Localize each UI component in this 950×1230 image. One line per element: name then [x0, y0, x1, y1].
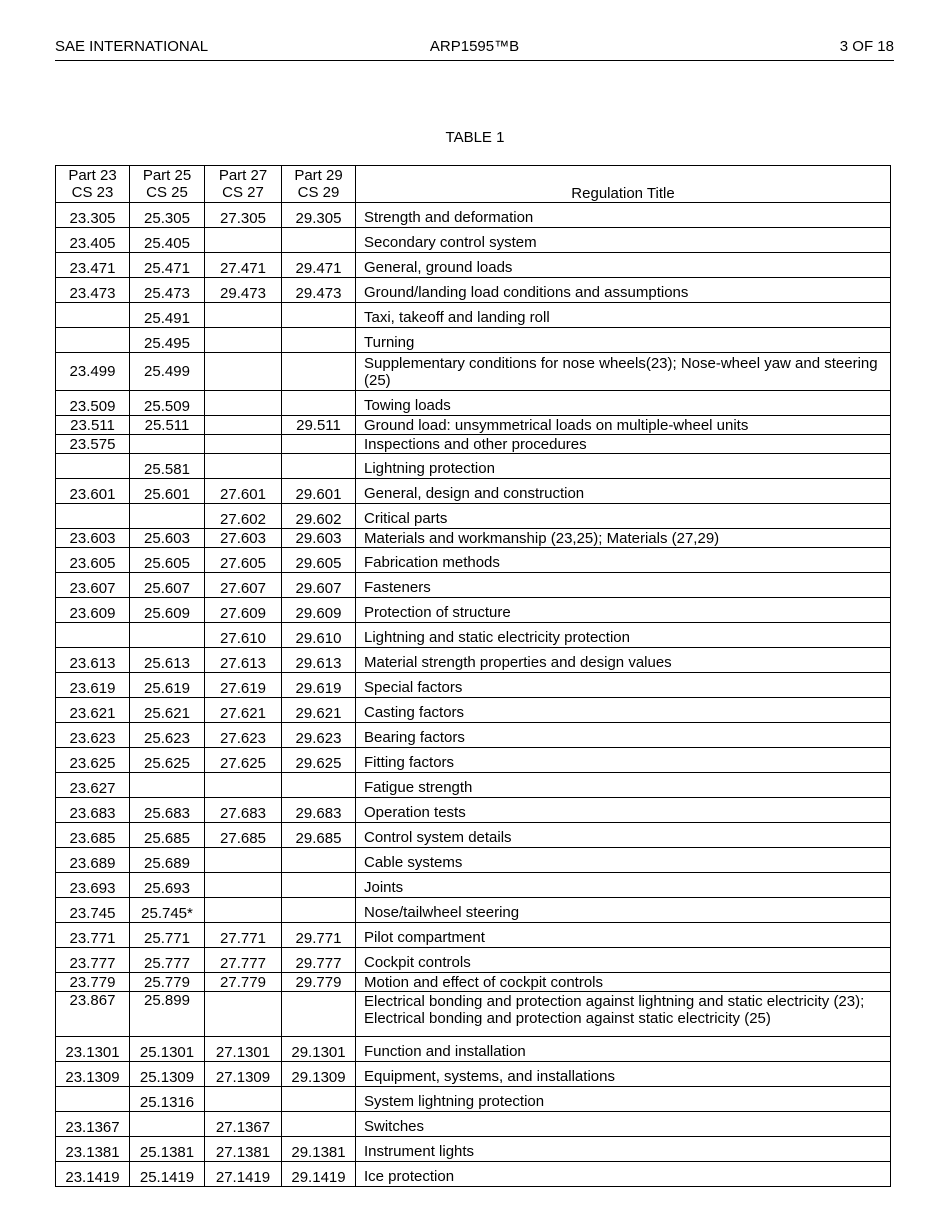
- cell-p23: 23.405: [56, 228, 130, 253]
- cell-p27: [205, 773, 282, 798]
- cell-regulation-title: Taxi, takeoff and landing roll: [356, 303, 891, 328]
- cell-p25: 25.1381: [130, 1137, 205, 1162]
- cell-p29: 29.607: [282, 573, 356, 598]
- cell-p27: 27.771: [205, 923, 282, 948]
- cell-p25: 25.1419: [130, 1162, 205, 1187]
- cell-p29: 29.605: [282, 548, 356, 573]
- cell-p27: 27.603: [205, 529, 282, 548]
- cell-p29: 29.771: [282, 923, 356, 948]
- cell-regulation-title: Ground/landing load conditions and assumptions: [356, 278, 891, 303]
- cell-p27: 27.305: [205, 203, 282, 228]
- cell-p25: 25.471: [130, 253, 205, 278]
- cell-regulation-title: Secondary control system: [356, 228, 891, 253]
- table-row: [56, 548, 891, 573]
- cell-p29: 29.623: [282, 723, 356, 748]
- cell-p25: 25.621: [130, 698, 205, 723]
- table-caption: TABLE 1: [445, 129, 505, 146]
- cell-p29: 29.1301: [282, 1037, 356, 1062]
- cell-p27: [205, 992, 282, 1037]
- cell-p25: 25.473: [130, 278, 205, 303]
- cell-p25: 25.511: [130, 416, 205, 435]
- table-row: [56, 898, 891, 923]
- table-row: [56, 303, 891, 328]
- cell-p29: 29.1381: [282, 1137, 356, 1162]
- cell-p27: 27.610: [205, 623, 282, 648]
- cell-p29: [282, 328, 356, 353]
- header-page-number: 3 OF 18: [839, 38, 894, 55]
- cell-regulation-title: Joints: [356, 873, 891, 898]
- table-row: [56, 648, 891, 673]
- cell-p23: 23.1301: [56, 1037, 130, 1062]
- cell-p27: 27.683: [205, 798, 282, 823]
- cell-p29: [282, 873, 356, 898]
- table-row: [56, 1137, 891, 1162]
- cell-p25: 25.605: [130, 548, 205, 573]
- cell-p27: 27.609: [205, 598, 282, 623]
- cell-p23: 23.745: [56, 898, 130, 923]
- table-row: [56, 1062, 891, 1087]
- cell-p25: 25.771: [130, 923, 205, 948]
- cell-p29: 29.601: [282, 479, 356, 504]
- table-row: [56, 823, 891, 848]
- cell-p27: 27.625: [205, 748, 282, 773]
- table-row: [56, 391, 891, 416]
- cell-regulation-title: Materials and workmanship (23,25); Materials (27,29): [356, 529, 891, 548]
- table-row: [56, 973, 891, 992]
- table-row: [56, 1162, 891, 1187]
- column-header-part27: Part 27 CS 27: [205, 166, 282, 203]
- cell-p29: [282, 435, 356, 454]
- table-row: [56, 698, 891, 723]
- cell-p27: 27.779: [205, 973, 282, 992]
- cell-p27: [205, 873, 282, 898]
- cell-p29: 29.685: [282, 823, 356, 848]
- table-row: [56, 435, 891, 454]
- cell-p29: [282, 303, 356, 328]
- cell-p25: [130, 773, 205, 798]
- cell-p29: [282, 773, 356, 798]
- cell-regulation-title: Material strength properties and design values: [356, 648, 891, 673]
- cell-p23: 23.627: [56, 773, 130, 798]
- cell-p27: [205, 416, 282, 435]
- cell-regulation-title: Towing loads: [356, 391, 891, 416]
- cell-p25: 25.603: [130, 529, 205, 548]
- cell-p23: 23.1381: [56, 1137, 130, 1162]
- cell-p27: 27.613: [205, 648, 282, 673]
- cell-p27: [205, 435, 282, 454]
- table-row: [56, 454, 891, 479]
- cell-p25: 25.685: [130, 823, 205, 848]
- cell-p29: 29.1419: [282, 1162, 356, 1187]
- cell-p29: 29.609: [282, 598, 356, 623]
- cell-regulation-title: Fasteners: [356, 573, 891, 598]
- cell-p23: 23.693: [56, 873, 130, 898]
- cell-regulation-title: Inspections and other procedures: [356, 435, 891, 454]
- column-header-part23: Part 23 CS 23: [56, 166, 130, 203]
- cell-p25: 25.1316: [130, 1087, 205, 1112]
- table-row: [56, 416, 891, 435]
- cell-p29: 29.603: [282, 529, 356, 548]
- table-row: [56, 873, 891, 898]
- cell-p27: 27.685: [205, 823, 282, 848]
- cell-p27: 27.1309: [205, 1062, 282, 1087]
- cell-p27: 27.607: [205, 573, 282, 598]
- table-row: [56, 1112, 891, 1137]
- table-row: [56, 573, 891, 598]
- cell-p29: [282, 454, 356, 479]
- cell-regulation-title: Function and installation: [356, 1037, 891, 1062]
- cell-p25: 25.779: [130, 973, 205, 992]
- cell-regulation-title: Lightning protection: [356, 454, 891, 479]
- cell-p23: 23.771: [56, 923, 130, 948]
- cell-p29: [282, 1087, 356, 1112]
- table-row: [56, 353, 891, 391]
- table-header-row: [56, 166, 891, 203]
- cell-p25: [130, 623, 205, 648]
- table-row: [56, 1037, 891, 1062]
- cell-p23: 23.601: [56, 479, 130, 504]
- cell-p27: [205, 848, 282, 873]
- cell-p23: 23.621: [56, 698, 130, 723]
- cell-p27: 27.1381: [205, 1137, 282, 1162]
- cell-p25: 25.689: [130, 848, 205, 873]
- cell-p27: 27.777: [205, 948, 282, 973]
- cell-p25: [130, 504, 205, 529]
- cell-p25: 25.405: [130, 228, 205, 253]
- table-row: [56, 748, 891, 773]
- cell-p27: [205, 454, 282, 479]
- cell-p23: [56, 504, 130, 529]
- cell-p23: 23.473: [56, 278, 130, 303]
- cell-regulation-title: Electrical bonding and protection against lightning and static electricity (23); Electrical bonding and protection against static electricity (25): [356, 992, 891, 1037]
- cell-p23: 23.623: [56, 723, 130, 748]
- cell-regulation-title: Critical parts: [356, 504, 891, 529]
- table-row: [56, 328, 891, 353]
- cell-regulation-title: Strength and deformation: [356, 203, 891, 228]
- cell-regulation-title: Cable systems: [356, 848, 891, 873]
- table-row: [56, 253, 891, 278]
- cell-regulation-title: Equipment, systems, and installations: [356, 1062, 891, 1087]
- table-row: [56, 529, 891, 548]
- table-row: [56, 923, 891, 948]
- cell-p25: 25.745*: [130, 898, 205, 923]
- cell-p23: [56, 454, 130, 479]
- cell-p23: 23.1309: [56, 1062, 130, 1087]
- cell-p29: 29.621: [282, 698, 356, 723]
- table-row: [56, 504, 891, 529]
- cell-p25: 25.499: [130, 353, 205, 391]
- table-row: [56, 948, 891, 973]
- cell-p29: 29.779: [282, 973, 356, 992]
- cell-p29: 29.305: [282, 203, 356, 228]
- cell-p23: [56, 623, 130, 648]
- cell-p27: 27.619: [205, 673, 282, 698]
- cell-p29: [282, 391, 356, 416]
- cell-regulation-title: Cockpit controls: [356, 948, 891, 973]
- cell-p29: 29.610: [282, 623, 356, 648]
- table-row: [56, 228, 891, 253]
- cell-p29: 29.511: [282, 416, 356, 435]
- cell-p23: 23.609: [56, 598, 130, 623]
- table-row: [56, 479, 891, 504]
- cell-p23: 23.625: [56, 748, 130, 773]
- cell-regulation-title: Motion and effect of cockpit controls: [356, 973, 891, 992]
- cell-p25: 25.777: [130, 948, 205, 973]
- cell-p23: 23.605: [56, 548, 130, 573]
- cell-p25: 25.619: [130, 673, 205, 698]
- cell-p25: 25.693: [130, 873, 205, 898]
- cell-regulation-title: Special factors: [356, 673, 891, 698]
- cell-p23: 23.689: [56, 848, 130, 873]
- cell-p27: 27.1301: [205, 1037, 282, 1062]
- cell-p23: [56, 1087, 130, 1112]
- cell-p29: 29.613: [282, 648, 356, 673]
- table-row: [56, 773, 891, 798]
- cell-p23: 23.607: [56, 573, 130, 598]
- cell-p27: [205, 898, 282, 923]
- header-organization: SAE INTERNATIONAL: [55, 38, 209, 55]
- cell-p29: [282, 1112, 356, 1137]
- cell-p27: [205, 303, 282, 328]
- cell-regulation-title: Lightning and static electricity protection: [356, 623, 891, 648]
- table-row: [56, 848, 891, 873]
- cell-p29: 29.683: [282, 798, 356, 823]
- table-row: [56, 623, 891, 648]
- cell-p25: 25.495: [130, 328, 205, 353]
- cell-p25: 25.613: [130, 648, 205, 673]
- cell-p29: [282, 228, 356, 253]
- table-row: [56, 598, 891, 623]
- cell-regulation-title: Fatigue strength: [356, 773, 891, 798]
- cell-p23: 23.1367: [56, 1112, 130, 1137]
- cell-p23: 23.471: [56, 253, 130, 278]
- cell-regulation-title: Nose/tailwheel steering: [356, 898, 891, 923]
- cell-p23: 23.305: [56, 203, 130, 228]
- cell-p29: 29.777: [282, 948, 356, 973]
- cell-regulation-title: Fabrication methods: [356, 548, 891, 573]
- cell-p23: 23.509: [56, 391, 130, 416]
- cell-p23: 23.685: [56, 823, 130, 848]
- cell-p27: 27.605: [205, 548, 282, 573]
- cell-p27: 27.602: [205, 504, 282, 529]
- cell-p23: 23.499: [56, 353, 130, 391]
- table-row: [56, 992, 891, 1037]
- cell-p29: 29.619: [282, 673, 356, 698]
- cell-p25: 25.683: [130, 798, 205, 823]
- cell-p25: 25.581: [130, 454, 205, 479]
- cell-regulation-title: Ground load: unsymmetrical loads on multiple-wheel units: [356, 416, 891, 435]
- cell-regulation-title: Pilot compartment: [356, 923, 891, 948]
- cell-p27: [205, 391, 282, 416]
- column-header-part25: Part 25 CS 25: [130, 166, 205, 203]
- cell-p25: 25.609: [130, 598, 205, 623]
- cell-p27: 29.473: [205, 278, 282, 303]
- cell-regulation-title: Supplementary conditions for nose wheels(23); Nose-wheel yaw and steering (25): [356, 353, 891, 391]
- table-row: [56, 1087, 891, 1112]
- cell-regulation-title: System lightning protection: [356, 1087, 891, 1112]
- cell-p25: 25.509: [130, 391, 205, 416]
- cell-p29: 29.473: [282, 278, 356, 303]
- table-row: [56, 673, 891, 698]
- cell-p25: 25.623: [130, 723, 205, 748]
- cell-p25: 25.1301: [130, 1037, 205, 1062]
- cell-p25: 25.305: [130, 203, 205, 228]
- cell-p25: 25.1309: [130, 1062, 205, 1087]
- page-header: [55, 38, 894, 61]
- cell-p27: 27.1419: [205, 1162, 282, 1187]
- cell-p29: 29.602: [282, 504, 356, 529]
- cell-p29: [282, 848, 356, 873]
- cell-p23: 23.1419: [56, 1162, 130, 1187]
- cell-p23: [56, 303, 130, 328]
- cell-p29: 29.471: [282, 253, 356, 278]
- cell-p25: 25.625: [130, 748, 205, 773]
- header-document-id: ARP1595™B: [429, 38, 520, 55]
- cell-p29: [282, 992, 356, 1037]
- cell-regulation-title: Bearing factors: [356, 723, 891, 748]
- table-body: [56, 203, 891, 1187]
- cell-p27: [205, 228, 282, 253]
- cell-p29: [282, 353, 356, 391]
- cell-p27: [205, 353, 282, 391]
- cell-regulation-title: Operation tests: [356, 798, 891, 823]
- cell-p27: [205, 1087, 282, 1112]
- cell-p25: 25.607: [130, 573, 205, 598]
- table-row: [56, 723, 891, 748]
- cell-p27: [205, 328, 282, 353]
- cell-p23: 23.613: [56, 648, 130, 673]
- cell-p23: 23.779: [56, 973, 130, 992]
- cell-p23: 23.511: [56, 416, 130, 435]
- cell-p23: 23.683: [56, 798, 130, 823]
- cell-p29: [282, 898, 356, 923]
- regulation-table: [55, 165, 891, 1187]
- cell-p29: 29.1309: [282, 1062, 356, 1087]
- cell-regulation-title: General, design and construction: [356, 479, 891, 504]
- cell-regulation-title: Instrument lights: [356, 1137, 891, 1162]
- cell-p23: 23.777: [56, 948, 130, 973]
- cell-p23: 23.603: [56, 529, 130, 548]
- table-row: [56, 278, 891, 303]
- cell-p25: [130, 1112, 205, 1137]
- cell-p27: 27.601: [205, 479, 282, 504]
- cell-p29: 29.625: [282, 748, 356, 773]
- column-header-regulation-title: Regulation Title: [356, 166, 891, 203]
- cell-regulation-title: Protection of structure: [356, 598, 891, 623]
- cell-p23: 23.619: [56, 673, 130, 698]
- cell-regulation-title: Casting factors: [356, 698, 891, 723]
- cell-p25: 25.491: [130, 303, 205, 328]
- cell-p25: [130, 435, 205, 454]
- cell-regulation-title: General, ground loads: [356, 253, 891, 278]
- column-header-part29: Part 29 CS 29: [282, 166, 356, 203]
- cell-p27: 27.621: [205, 698, 282, 723]
- cell-p27: 27.623: [205, 723, 282, 748]
- table-row: [56, 203, 891, 228]
- cell-p25: 25.601: [130, 479, 205, 504]
- cell-regulation-title: Turning: [356, 328, 891, 353]
- cell-regulation-title: Ice protection: [356, 1162, 891, 1187]
- table-row: [56, 798, 891, 823]
- cell-p27: 27.1367: [205, 1112, 282, 1137]
- cell-p23: 23.867: [56, 992, 130, 1037]
- cell-regulation-title: Fitting factors: [356, 748, 891, 773]
- cell-p23: [56, 328, 130, 353]
- cell-regulation-title: Control system details: [356, 823, 891, 848]
- cell-p23: 23.575: [56, 435, 130, 454]
- cell-p27: 27.471: [205, 253, 282, 278]
- cell-regulation-title: Switches: [356, 1112, 891, 1137]
- cell-p25: 25.899: [130, 992, 205, 1037]
